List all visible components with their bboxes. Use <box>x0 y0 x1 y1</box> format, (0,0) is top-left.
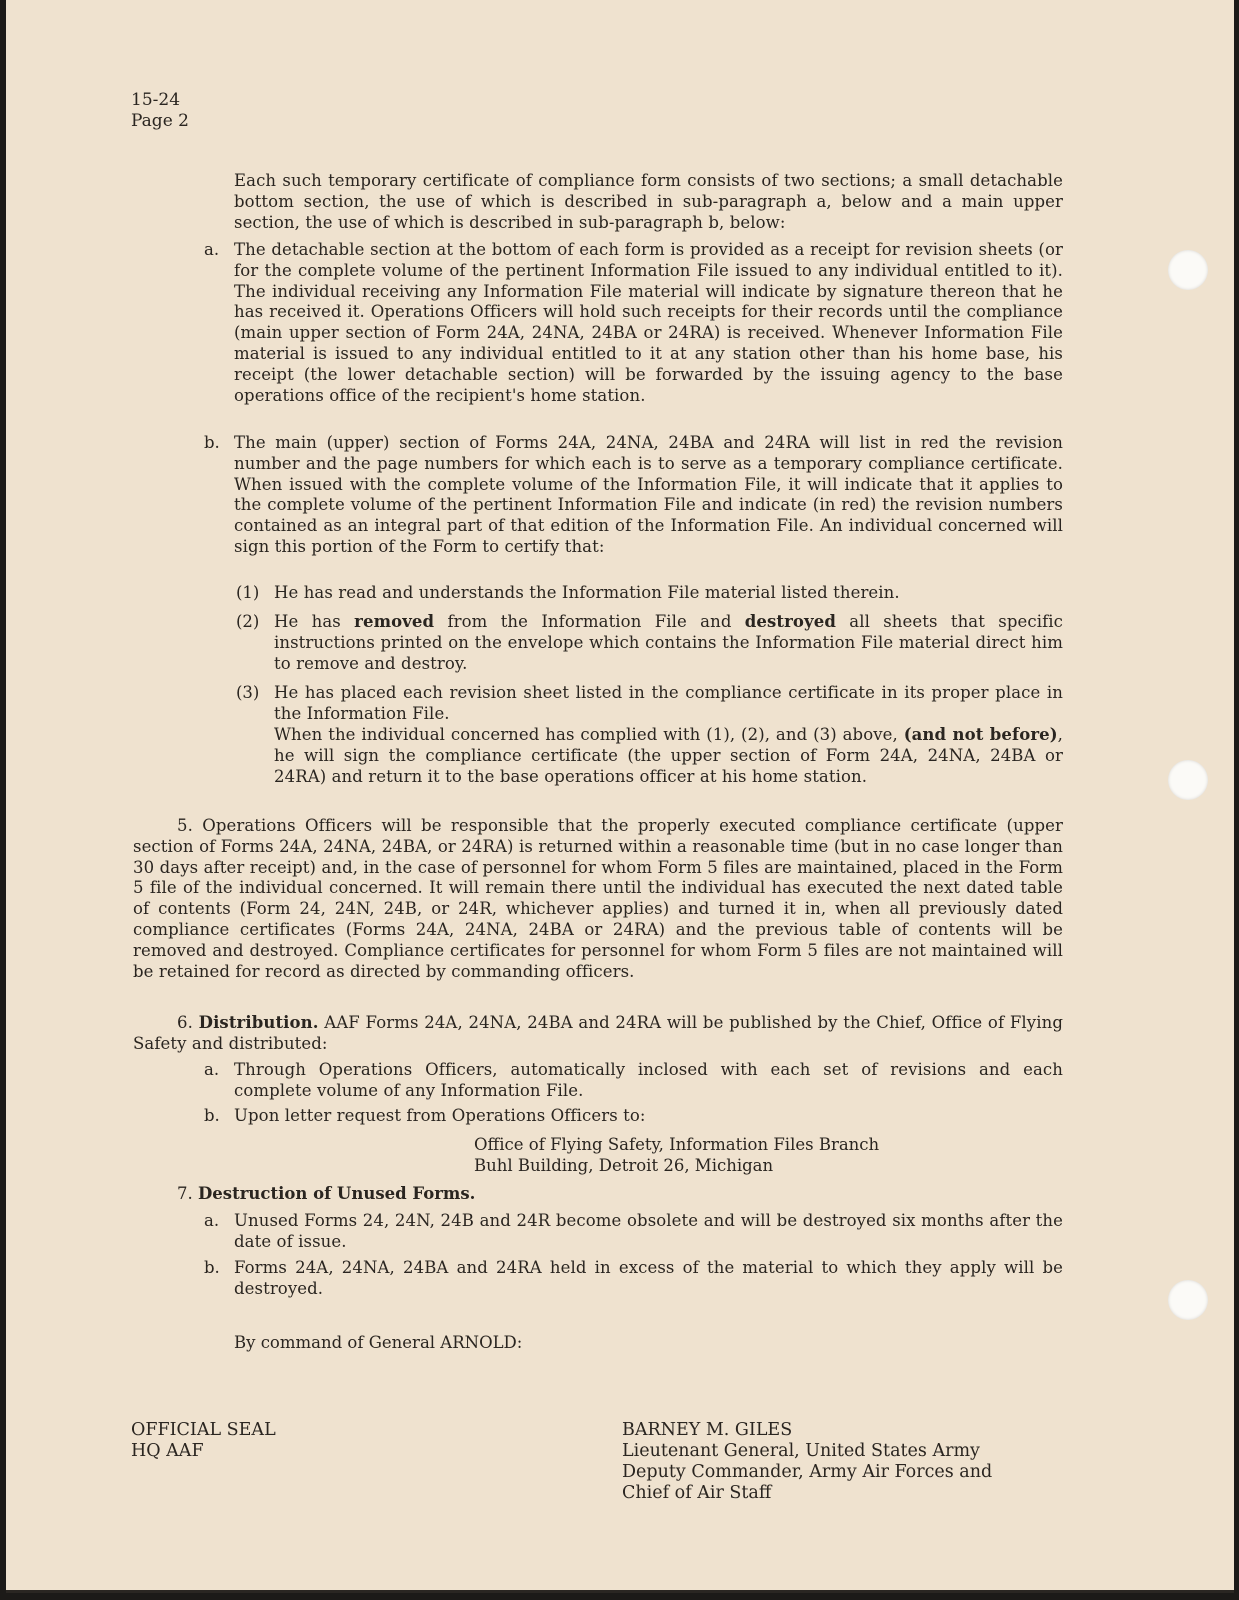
binder-hole-middle <box>1168 760 1208 800</box>
item-a-label: a. <box>204 240 220 259</box>
bold-removed: removed <box>354 612 435 631</box>
paragraph-7b-label: b. <box>204 1258 220 1277</box>
bold-and-not-before: (and not before) <box>903 725 1058 744</box>
signatory-name: BARNEY M. GILES <box>622 1420 793 1440</box>
paragraph-7-heading: 7. Destruction of Unused Forms. <box>177 1184 476 1203</box>
document-number: 15-24 <box>131 90 181 110</box>
official-seal-line-1: OFFICIAL SEAL <box>131 1420 276 1440</box>
binder-hole-bottom <box>1168 1280 1208 1320</box>
address-line-2: Buhl Building, Detroit 26, Michigan <box>474 1156 774 1175</box>
address-line-1: Office of Flying Safety, Information Files Branch <box>474 1135 880 1154</box>
paragraph-6b-text: Upon letter request from Operations Officers to: <box>234 1106 646 1125</box>
destruction-heading: Destruction of Unused Forms. <box>198 1184 476 1203</box>
official-seal-line-2: HQ AAF <box>131 1441 204 1461</box>
paragraph-6a-label: a. <box>204 1060 220 1079</box>
sub-item-3-label: (3) <box>236 683 260 702</box>
compliance-instruction: When the individual concerned has complied with (1), (2), and (3) above, (and not before), he will sign the compliance certificate (the upper section of Form 24A, 24NA, 24BA or 24RA) and return it to the base operations officer at his home station. <box>274 725 1063 786</box>
paragraph-7a-text: Unused Forms 24, 24N, 24B and 24R become obsolete and will be destroyed six months after the date of issue. <box>234 1211 1063 1251</box>
item-b-label: b. <box>204 433 220 452</box>
page-number: Page 2 <box>131 111 189 131</box>
binder-hole-top <box>1168 250 1208 290</box>
paragraph-6b-label: b. <box>204 1106 220 1125</box>
sub-item-1-label: (1) <box>236 583 260 602</box>
distribution-heading: Distribution. <box>198 1013 319 1032</box>
signatory-title-3: Chief of Air Staff <box>622 1483 772 1503</box>
sub-item-1-text: He has read and understands the Information File material listed therein. <box>274 583 900 602</box>
signatory-title-2: Deputy Commander, Army Air Forces and <box>622 1462 993 1482</box>
paragraph-6a-text: Through Operations Officers, automatically inclosed with each set of revisions and each complete volume of any Information File. <box>234 1060 1063 1100</box>
document-page <box>6 0 1234 1593</box>
paragraph-6: 6. Distribution. AAF Forms 24A, 24NA, 24BA and 24RA will be published by the Chief, Office of Flying Safety and distributed: <box>133 1013 1063 1053</box>
signatory-title-1: Lieutenant General, United States Army <box>622 1441 980 1461</box>
paragraph-5: 5. Operations Officers will be responsible that the properly executed compliance certificate (upper section of Forms 24A, 24NA, 24BA, or 24RA) is returned within a reasonable time (but in no case longer than 30 days after receipt) and, in the case of personnel for whom Form 5 files are maintained, placed in the Form 5 file of the individual concerned. It will remain there until the individual has executed the next dated table of contents (Form 24, 24N, 24B, or 24R, whichever applies) and turned it in, when all previously dated compliance certificates (Forms 24A, 24NA, 24BA or 24RA) and the previous table of contents will be removed and destroyed. Compliance certificates for personnel for whom Form 5 files are not maintained will be retained for record as directed by commanding officers. <box>133 816 1063 981</box>
page-header <box>131 90 189 132</box>
sub-item-3-text: He has placed each revision sheet listed in the compliance certificate in its proper place in the Information File. <box>274 683 1063 723</box>
sub-item-2-label: (2) <box>236 612 260 631</box>
bold-destroyed: destroyed <box>744 612 836 631</box>
item-b-text: The main (upper) section of Forms 24A, 24NA, 24BA and 24RA will list in red the revision number and the page numbers for which each is to serve as a temporary compliance certificate. When issued with the complete volume of the Information File, it will indicate that it applies to the complete volume of the pertinent Information File and indicate (in red) the revision numbers contained as an integral part of that edition of the Information File. An individual concerned will sign this portion of the Form to certify that: <box>234 433 1063 556</box>
sub-item-2-text: He has removed from the Information File and destroyed all sheets that specific instructions printed on the envelope which contains the Information File material direct him to remove and destroy. <box>274 612 1063 673</box>
paragraph-7a-label: a. <box>204 1211 220 1230</box>
paragraph-7b-text: Forms 24A, 24NA, 24BA and 24RA held in excess of the material to which they apply will be destroyed. <box>234 1258 1063 1298</box>
item-a-text: The detachable section at the bottom of each form is provided as a receipt for revision sheets (or for the complete volume of the pertinent Information File issued to any individual entitled to it). The individual receiving any Information File material will indicate by signature thereon that he has received it. Operations Officers will hold such receipts for their records until the compliance (main upper section of Form 24A, 24NA, 24BA or 24RA) is received. Whenever Information File material is issued to any individual entitled to it at any station other than his home base, his receipt (the lower detachable section) will be forwarded by the issuing agency to the base operations office of the recipient's home station. <box>234 240 1063 405</box>
intro-paragraph: Each such temporary certificate of compliance form consists of two sections; a small detachable bottom section, the use of which is described in sub-paragraph a, below and a main upper section, the use of which is described in sub-paragraph b, below: <box>234 171 1063 232</box>
command-line: By command of General ARNOLD: <box>234 1333 523 1352</box>
